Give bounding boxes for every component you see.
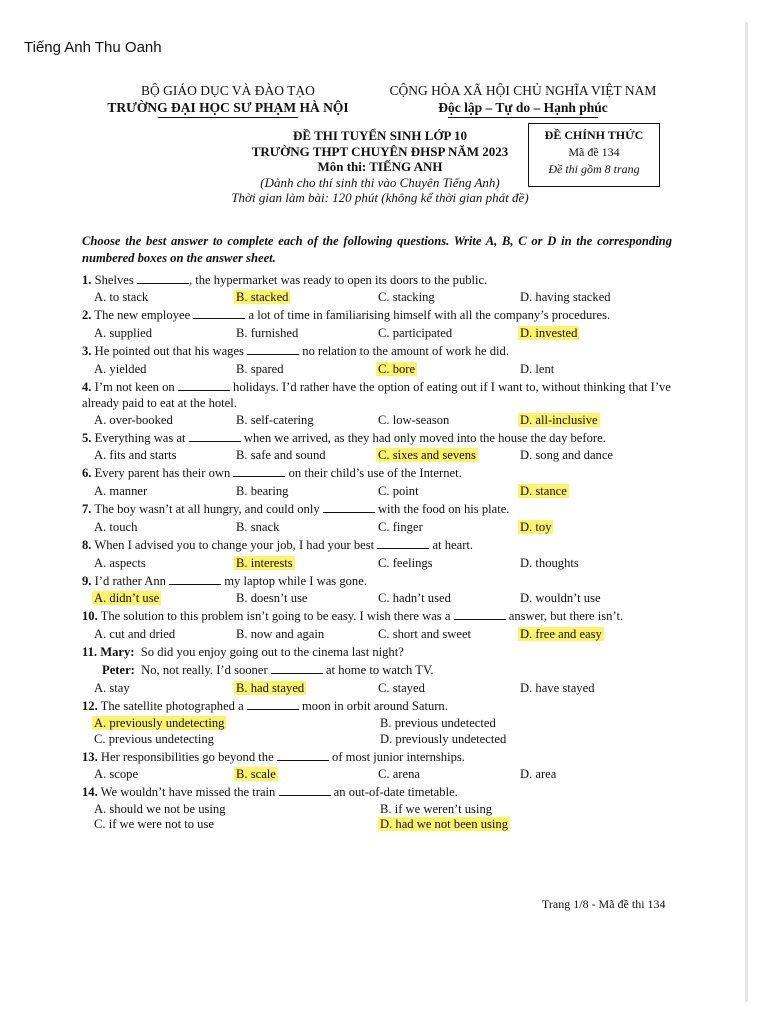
option-d: D. thoughts [520, 556, 579, 570]
header-right [378, 82, 668, 116]
option-a: A. aspects [94, 556, 146, 570]
question-10: 10. The solution to this problem isn’t going to be easy. I wish there was a answer, but there isn’t. [82, 609, 624, 623]
answer-blank [247, 698, 299, 710]
option-b-highlighted: B. had stayed [236, 681, 305, 695]
option-b: B. previous undetected [380, 716, 496, 730]
option-c: C. stacking [378, 290, 435, 304]
option-d: D. lent [520, 362, 555, 376]
national-motto: Độc lập – Tự do – Hạnh phúc [438, 100, 608, 115]
answer-blank [137, 272, 189, 284]
option-b: B. now and again [236, 627, 325, 641]
option-c-highlighted: C. bore [378, 362, 416, 376]
question-7: 7. The boy wasn’t at all hungry, and could only with the food on his plate. [82, 502, 510, 516]
question-2: 2. The new employee a lot of time in familiarising himself with all the company’s procedures. [82, 308, 611, 322]
option-b: B. self-catering [236, 413, 314, 427]
republic-name: CỘNG HÒA XÃ HỘI CHỦ NGHĨA VIỆT NAM [389, 83, 657, 98]
header-left-underline [158, 117, 298, 118]
question-3: 3. He pointed out that his wages no relation to the amount of work he did. [82, 344, 509, 358]
question-8: 8. When I advised you to change your job, I had your best at heart. [82, 538, 474, 552]
option-b-highlighted: B. scale [236, 767, 276, 781]
watermark-text: Tiếng Anh Thu Oanh [24, 39, 162, 56]
option-d: D. previously undetected [380, 732, 507, 746]
option-d-highlighted: D. toy [520, 520, 552, 534]
option-b: B. doesn’t use [236, 591, 308, 605]
exam-audience: (Dành cho thí sinh thi vào Chuyên Tiếng Anh) [260, 174, 500, 190]
question-12: 12. The satellite photographed a moon in orbit around Saturn. [82, 699, 448, 713]
option-b: B. furnished [236, 326, 299, 340]
option-a: A. cut and dried [94, 627, 176, 641]
question-14: 14. We wouldn’t have missed the train an out-of-date timetable. [82, 785, 458, 799]
question-13: 13. Her responsibilities go beyond the of most junior internships. [82, 750, 465, 764]
option-b: B. if we weren’t using [380, 802, 493, 816]
instructions: Choose the best answer to complete each of the following questions. Write A, B, C or D in the corresponding numbered boxes on the answer sheet. [82, 234, 672, 265]
ministry-name: BỘ GIÁO DỤC VÀ ĐÀO TẠO [141, 83, 315, 98]
exam-school: TRƯỜNG THPT CHUYÊN ĐHSP NĂM 2023 [251, 143, 509, 159]
option-a: A. scope [94, 767, 139, 781]
option-a: A. supplied [94, 326, 153, 340]
exam-title-block [200, 128, 560, 206]
option-d: D. song and dance [520, 448, 614, 462]
answer-blank [193, 307, 245, 319]
official-box [528, 123, 660, 187]
option-a: A. over-booked [94, 413, 173, 427]
option-d: D. wouldn’t use [520, 591, 601, 605]
answer-blank [189, 430, 241, 442]
option-c: C. point [378, 484, 419, 498]
option-d-highlighted: D. free and easy [520, 627, 602, 641]
option-a: A. stay [94, 681, 130, 695]
option-b-highlighted: B. stacked [236, 290, 289, 304]
option-a: A. touch [94, 520, 138, 534]
option-c: C. low-season [378, 413, 450, 427]
answer-blank [169, 573, 221, 585]
page-edge [745, 22, 748, 1002]
option-d: D. area [520, 767, 557, 781]
option-b: B. snack [236, 520, 280, 534]
option-a: A. to stack [94, 290, 149, 304]
option-c: C. feelings [378, 556, 433, 570]
option-a: A. fits and starts [94, 448, 177, 462]
option-c: C. short and sweet [378, 627, 472, 641]
option-a: A. yielded [94, 362, 147, 376]
option-b: B. spared [236, 362, 284, 376]
option-a: A. manner [94, 484, 148, 498]
exam-title: ĐỀ THI TUYỂN SINH LỚP 10 [293, 128, 467, 143]
question-6: 6. Every parent has their own on their child’s use of the Internet. [82, 466, 462, 480]
question-5: 5. Everything was at when we arrived, as they had only moved into the house the day before. [82, 431, 606, 445]
option-c: C. hadn’t used [378, 591, 451, 605]
option-c: C. arena [378, 767, 420, 781]
option-b-highlighted: B. interests [236, 556, 293, 570]
header-left [98, 82, 358, 116]
option-c: C. stayed [378, 681, 425, 695]
question-11: 11. Mary: So did you enjoy going out to the cinema last night? [82, 645, 404, 659]
exam-subject: Môn thi: TIẾNG ANH [317, 159, 443, 174]
option-d: D. have stayed [520, 681, 595, 695]
answer-blank [454, 608, 506, 620]
page-count: Đề thi gồm 8 trang [548, 162, 640, 176]
university-name: TRƯỜNG ĐẠI HỌC SƯ PHẠM HÀ NỘI [107, 100, 349, 115]
answer-blank [233, 465, 285, 477]
option-a-highlighted: A. previously undetecting [94, 716, 225, 730]
option-b: B. safe and sound [236, 448, 326, 462]
answer-blank [323, 501, 375, 513]
question-9: 9. I’d rather Ann my laptop while I was gone. [82, 574, 367, 588]
exam-time: Thời gian làm bài: 120 phút (không kể thời gian phát đề) [231, 190, 529, 205]
option-c: C. finger [378, 520, 423, 534]
answer-blank [277, 749, 329, 761]
option-d-highlighted: D. stance [520, 484, 567, 498]
exam-code: Mã đề 134 [568, 145, 620, 159]
question-11-peter: Peter: No, not really. I’d sooner at home to watch TV. [102, 663, 434, 677]
option-a: A. should we not be using [94, 802, 226, 816]
answer-blank [279, 784, 331, 796]
option-c: C. participated [378, 326, 453, 340]
answer-blank [377, 537, 429, 549]
answer-blank [247, 343, 299, 355]
option-d-highlighted: D. invested [520, 326, 578, 340]
option-d-highlighted: D. had we not been using [380, 817, 509, 831]
option-d: D. having stacked [520, 290, 611, 304]
option-c-highlighted: C. sixes and sevens [378, 448, 476, 462]
question-4: 4. I’m not keen on holidays. I’d rather have the option of eating out if I want to, without thinking that I’ve already paid to eat at the hotel. [82, 380, 671, 410]
answer-blank [178, 379, 230, 391]
option-c: C. if we were not to use [94, 817, 214, 831]
option-b: B. bearing [236, 484, 289, 498]
page-footer: Trang 1/8 - Mã đề thi 134 [542, 897, 666, 911]
option-c: C. previous undetecting [94, 732, 214, 746]
option-d-highlighted: D. all-inclusive [520, 413, 598, 427]
question-1: 1. Shelves , the hypermarket was ready to open its doors to the public. [82, 273, 488, 287]
option-a-highlighted: A. didn’t use [94, 591, 160, 605]
official-label: ĐỀ CHÍNH THỨC [544, 128, 644, 142]
header-right-underline [448, 117, 598, 118]
answer-blank [271, 662, 323, 674]
